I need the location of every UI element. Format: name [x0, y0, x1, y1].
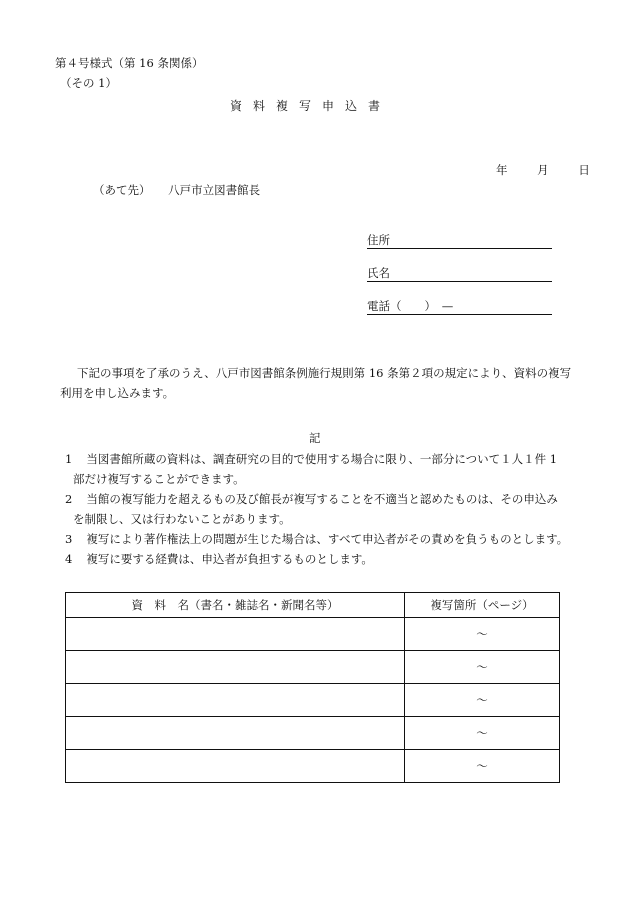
material-name-cell[interactable] [66, 750, 405, 783]
copy-range-cell[interactable]: ～ [405, 651, 560, 684]
page-title: 資料複写申込書 [230, 99, 392, 113]
intro-line-1: 下記の事項を了承のうえ、八戸市図書館条例施行規則第 16 条第２項の規定により、資料の複写 [77, 366, 572, 380]
name-field[interactable] [367, 265, 552, 282]
form-number: 第４号様式（第 16 条関係） [55, 56, 204, 70]
date-year: 年 [496, 163, 508, 177]
date-line [496, 162, 590, 178]
note-number: 4 [65, 552, 73, 566]
ki-heading: 記 [309, 431, 321, 445]
note-item [65, 489, 568, 509]
notes-list [65, 449, 568, 569]
intro-line-2: 利用を申し込みます。 [60, 386, 175, 400]
note-text: 当館の複写能力を超えるもの及び館長が複写することを不適当と認めたものは、その申込み [86, 492, 558, 506]
note-item [65, 449, 568, 469]
phone-field[interactable] [367, 298, 552, 315]
date-day: 日 [578, 163, 590, 177]
addressee-label: （あて先） [93, 183, 151, 197]
column-header-copy-pages: 複写箇所（ページ） [405, 593, 560, 618]
table-row [66, 618, 560, 651]
table-row [66, 651, 560, 684]
note-text: 当図書館所蔵の資料は、調査研究の目的で使用する場合に限り、一部分について１人１件 1 [86, 452, 558, 466]
copy-range-cell[interactable]: ～ [405, 717, 560, 750]
name-label: 氏名 [367, 266, 390, 280]
date-month: 月 [537, 163, 549, 177]
table-row [66, 750, 560, 783]
copy-range-cell[interactable]: ～ [405, 618, 560, 651]
material-name-cell[interactable] [66, 618, 405, 651]
note-number: 3 [65, 532, 73, 546]
note-text: 複写に要する経費は、申込者が負担するものとします。 [86, 552, 373, 566]
table-row [66, 684, 560, 717]
table-header-row [66, 593, 560, 618]
intro-text [60, 363, 571, 403]
address-label: 住所 [367, 233, 390, 247]
note-text: 複写により著作権法上の問題が生じた場合は、すべて申込者がその責めを負うものとします。 [86, 532, 569, 546]
copy-range-cell[interactable]: ～ [405, 750, 560, 783]
note-item-continuation: 部だけ複写することができます。 [73, 472, 245, 486]
table-row [66, 717, 560, 750]
note-item-continuation: を制限し、又は行わないことがあります。 [73, 512, 291, 526]
note-number: 1 [65, 452, 73, 466]
addressee-name: 八戸市立図書館長 [168, 183, 261, 197]
form-sub-number: （その 1） [60, 76, 117, 90]
note-item [65, 529, 568, 549]
material-name-cell[interactable] [66, 651, 405, 684]
note-number: 2 [65, 492, 73, 506]
copy-request-table [65, 592, 560, 783]
address-field[interactable] [367, 232, 552, 249]
material-name-cell[interactable] [66, 684, 405, 717]
material-name-cell[interactable] [66, 717, 405, 750]
phone-label: 電話（ ） — [367, 299, 454, 313]
addressee [93, 182, 260, 198]
note-item [65, 549, 568, 569]
column-header-material-name: 資 料 名（書名・雑誌名・新聞名等） [66, 593, 405, 618]
copy-range-cell[interactable]: ～ [405, 684, 560, 717]
